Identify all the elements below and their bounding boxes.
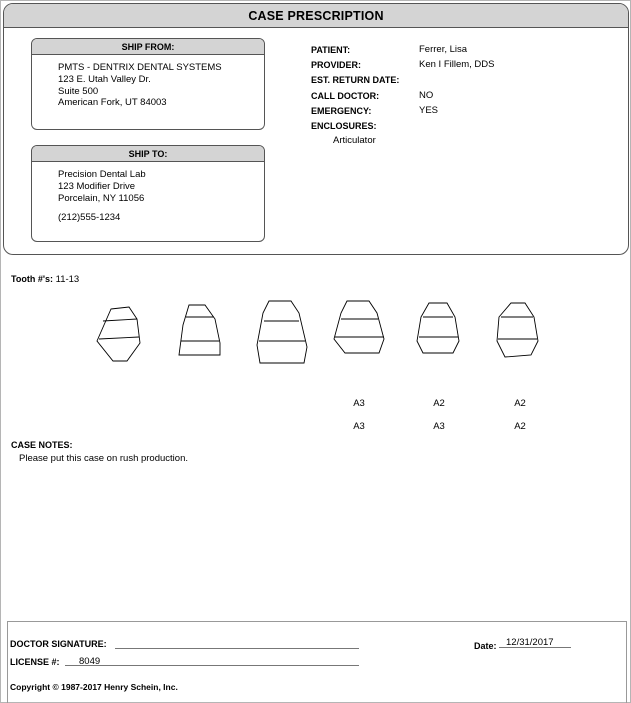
tooth-crown-icon	[257, 301, 307, 363]
date-value: 12/31/2017	[506, 637, 554, 648]
tooth-crown-icon	[97, 307, 140, 361]
ship-to-line: Precision Dental Lab	[58, 169, 146, 180]
tooth-crown-icon	[334, 301, 384, 353]
case-info	[311, 44, 611, 135]
ship-from-box	[31, 38, 265, 130]
date-label: Date:	[474, 641, 497, 651]
shade-value: A2	[514, 421, 526, 432]
ship-from-line: American Fork, UT 84003	[58, 97, 167, 109]
enclosure-item: Articulator	[333, 135, 376, 146]
case-notes-label: CASE NOTES:	[11, 440, 73, 450]
shade-value: A2	[514, 398, 526, 409]
ship-to-address	[32, 162, 264, 224]
shade-value: A3	[353, 421, 365, 432]
provider-value: Ken I Fillem, DDS	[419, 59, 495, 71]
tooth-crown-icon	[179, 305, 220, 355]
ship-to-line: Porcelain, NY 11056	[58, 192, 145, 204]
return-date-row	[311, 74, 611, 89]
ship-from-line: 123 E. Utah Valley Dr.	[58, 73, 151, 85]
page-title: CASE PRESCRIPTION	[4, 4, 628, 28]
ship-to-box	[31, 145, 265, 242]
call-doctor-value: NO	[419, 89, 434, 101]
tooth-crown-icon	[497, 303, 538, 357]
provider-row	[311, 59, 611, 74]
doctor-signature-label: DOCTOR SIGNATURE:	[10, 639, 107, 649]
provider-label: PROVIDER:	[311, 60, 362, 71]
ship-from-heading: SHIP FROM:	[32, 39, 264, 55]
patient-label: PATIENT:	[311, 45, 351, 55]
ship-to-line: 123 Modifier Drive	[58, 180, 136, 192]
patient-row	[311, 44, 611, 59]
call-doctor-label: CALL DOCTOR:	[311, 90, 380, 101]
license-label: LICENSE #:	[10, 657, 60, 667]
tooth-crown-icon	[417, 303, 459, 353]
case-notes-text: Please put this case on rush production.	[19, 453, 188, 464]
call-doctor-row	[311, 90, 611, 105]
emergency-label: EMERGENCY:	[311, 105, 372, 116]
ship-from-line: PMTS - DENTRIX DENTAL SYSTEMS	[58, 62, 222, 73]
tooth-numbers	[11, 274, 79, 285]
doctor-signature-line	[115, 648, 359, 649]
license-line	[65, 665, 359, 666]
return-date-label: EST. RETURN DATE:	[311, 75, 400, 86]
enclosures-row	[311, 120, 611, 135]
emergency-value: YES	[419, 104, 439, 116]
copyright-text: Copyright © 1987-2017 Henry Schein, Inc.	[10, 682, 178, 692]
tooth-diagram	[1, 297, 631, 367]
ship-from-line: Suite 500	[58, 85, 99, 97]
patient-value: Ferrer, Lisa	[419, 44, 468, 55]
ship-to-heading: SHIP TO:	[32, 146, 264, 162]
shade-value: A3	[353, 398, 365, 409]
ship-from-address	[32, 55, 264, 109]
shade-value: A2	[433, 398, 445, 409]
ship-to-phone: (212)555-1234	[58, 212, 121, 224]
license-value: 8049	[79, 656, 101, 667]
enclosures-label: ENCLOSURES:	[311, 120, 377, 131]
tooth-numbers-value: 11-13	[55, 274, 80, 285]
tooth-numbers-label: Tooth #'s:	[11, 274, 53, 284]
shade-value: A3	[433, 421, 445, 432]
emergency-row	[311, 105, 611, 120]
